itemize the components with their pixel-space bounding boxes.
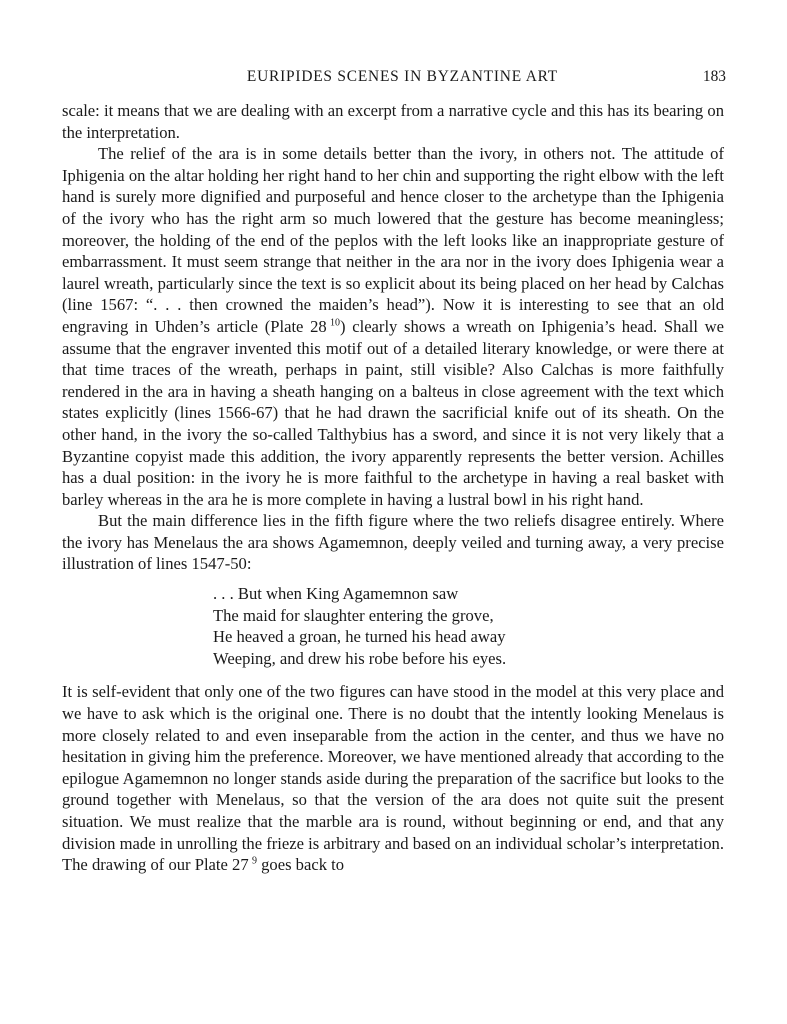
verse-quotation <box>213 583 724 669</box>
page-number: 183 <box>702 68 726 85</box>
footnote-ref-10: 10 <box>330 317 341 329</box>
quote-line: . . . But when King Agamemnon saw <box>213 584 459 604</box>
paragraph-4: It is self-evident that only one of the two figures can have stood in the model at this very place and we have to ask which is the original one. There is no doubt that the intently looking Menelaus is more closely related to and even inseparable from the action in the center, and thus we have no hesitation in giving him the preference. Moreover, we have mentioned already that according to the epilogue Agamemnon no longer stands aside during the preparation of the sacrifice but looks to the ground together with Menelaus, so that the version of the ara does not quite suit the present situation. We must realize that the marble ara is round, without beginning or end, and that any division made in unrolling the frieze is arbitrary and based on an individual scholar’s interpretation. The drawing of our Plate 27 $^9$ goes back to <box>62 682 724 875</box>
quote-line: The maid for slaughter entering the grove, <box>213 605 494 625</box>
running-title: EURIPIDES SCENES IN BYZANTINE ART <box>246 68 558 85</box>
footnote-ref-9: 9 <box>251 855 257 867</box>
paragraph-3: But the main difference lies in the fifth figure where the two reliefs disagree entirely. Where the ivory has Menelaus the ara shows Agamemnon, deeply veiled and turning away, a very precise illustration of lines 1547-50: <box>62 511 724 574</box>
page <box>62 66 724 876</box>
quote-line: He heaved a groan, he turned his head away <box>213 627 506 647</box>
running-header <box>62 66 724 88</box>
quote-line: Weeping, and drew his robe before his eyes. <box>213 648 507 668</box>
paragraph-1: scale: it means that we are dealing with an excerpt from a narrative cycle and this has its bearing on the interpretation. <box>62 101 724 142</box>
paragraph-2: The relief of the ara is in some details better than the ivory, in others not. The attitude of Iphigenia on the altar holding her right hand to her chin and supporting the right elbow with the left hand is surely more dignified and purposeful and hence closer to the archetype than the Iphigenia of the ivory who has the right arm so much lowered that the gesture has become meaningless; moreover, the holding of the end of the peplos with the left looks like an inappropriate gesture of embarrassment. It must seem strange that neither in the ara nor in the ivory does Iphigenia wear a laurel wreath, particularly since the text is so explicit about its being placed on her head by Calchas (line 1567: “. . . then crowned the maiden’s head”). Now it is interesting to see that an old engraving in Uhden’s article (Plate 28 $^{10}$) clearly shows a wreath on Iphigenia’s head. Shall we assume that the engraver invented this motif out of a detailed literary knowledge, or were there at that time traces of the wreath, perhaps in paint, still visible? Also Calchas is more faithfully rendered in the ara in having a sheath hanging on a balteus in close agreement with the text which states explicitly (lines 1566-67) that he had drawn the sacrificial knife out of its sheath. On the other hand, in the ivory the so-called Talthybius has a sword, and since it is not very likely that a Byzantine copyist made this addition, the ivory apparently represents the better version. Achilles has a dual position: in the ivory he is more faithful to the archetype in having a real basket with barley whereas in the ara he is more complete in having a lustral bowl in his right hand. <box>62 144 724 509</box>
